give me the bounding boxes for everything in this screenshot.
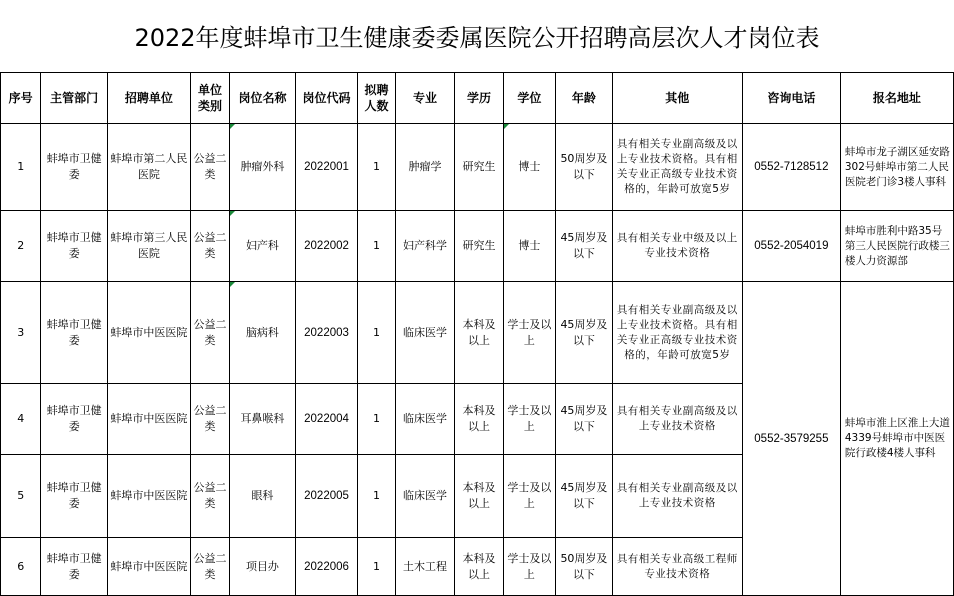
cell-post-code: 2022006: [295, 538, 358, 596]
cell-address-merged: 蚌埠市淮上区淮上大道4339号蚌埠市中医医院行政楼4楼人事科: [840, 282, 953, 596]
cell-age: 50周岁及以下: [556, 538, 613, 596]
cell-other: 具有相关专业副高级及以上专业技术资格。具有相关专业正高级专业技术资格的，年龄可放宽5岁: [612, 124, 742, 211]
cell-count: 1: [358, 455, 395, 538]
cell-dept: 蚌埠市卫健委: [41, 282, 108, 384]
header-age: 年龄: [556, 73, 613, 124]
cell-seq: 5: [1, 455, 41, 538]
cell-phone: 0552-2054019: [742, 211, 840, 282]
cell-major: 妇产科学: [395, 211, 455, 282]
cell-post-code: 2022003: [295, 282, 358, 384]
cell-major: 肿瘤学: [395, 124, 455, 211]
cell-dept: 蚌埠市卫健委: [41, 384, 108, 455]
cell-count: 1: [358, 384, 395, 455]
cell-post-code: 2022002: [295, 211, 358, 282]
cell-education: 研究生: [455, 124, 503, 211]
page-title: 2022年度蚌埠市卫生健康委委属医院公开招聘高层次人才岗位表: [134, 24, 820, 52]
table-row: [1, 282, 954, 384]
cell-post-name: 耳鼻喉科: [230, 384, 296, 455]
cell-age: 45周岁及以下: [556, 282, 613, 384]
header-post-code: 岗位代码: [295, 73, 358, 124]
cell-seq: 1: [1, 124, 41, 211]
cell-category: 公益二类: [190, 124, 229, 211]
header-major: 专业: [395, 73, 455, 124]
cell-unit: 蚌埠市中医医院: [108, 455, 191, 538]
cell-seq: 4: [1, 384, 41, 455]
cell-count: 1: [358, 124, 395, 211]
cell-age: 45周岁及以下: [556, 384, 613, 455]
cell-phone: 0552-7128512: [742, 124, 840, 211]
cell-other: 具有相关专业高级工程师专业技术资格: [612, 538, 742, 596]
cell-unit: 蚌埠市中医医院: [108, 384, 191, 455]
cell-degree: 博士: [503, 124, 555, 211]
cell-unit: 蚌埠市中医医院: [108, 282, 191, 384]
cell-seq: 2: [1, 211, 41, 282]
cell-category: 公益二类: [190, 538, 229, 596]
header-degree: 学位: [503, 73, 555, 124]
table-header-row: [1, 73, 954, 124]
cell-other: 具有相关专业中级及以上专业技术资格: [612, 211, 742, 282]
cell-age: 45周岁及以下: [556, 211, 613, 282]
cell-category: 公益二类: [190, 384, 229, 455]
cell-degree: 学士及以上: [503, 538, 555, 596]
cell-phone-merged: 0552-3579255: [742, 282, 840, 596]
header-education: 学历: [455, 73, 503, 124]
cell-major: 临床医学: [395, 282, 455, 384]
table-row: [1, 211, 954, 282]
cell-dept: 蚌埠市卫健委: [41, 211, 108, 282]
cell-major: 临床医学: [395, 455, 455, 538]
header-dept: 主管部门: [41, 73, 108, 124]
table-row: [1, 124, 954, 211]
cell-education: 本科及以上: [455, 384, 503, 455]
header-address: 报名地址: [840, 73, 953, 124]
cell-post-code: 2022005: [295, 455, 358, 538]
header-unit: 招聘单位: [108, 73, 191, 124]
header-seq: 序号: [1, 73, 41, 124]
header-count: 拟聘人数: [358, 73, 395, 124]
cell-dept: 蚌埠市卫健委: [41, 538, 108, 596]
cell-dept: 蚌埠市卫健委: [41, 455, 108, 538]
cell-unit: 蚌埠市第二人民医院: [108, 124, 191, 211]
cell-other: 具有相关专业副高级及以上专业技术资格: [612, 384, 742, 455]
cell-category: 公益二类: [190, 282, 229, 384]
cell-seq: 3: [1, 282, 41, 384]
header-phone: 咨询电话: [742, 73, 840, 124]
cell-unit: 蚌埠市第三人民医院: [108, 211, 191, 282]
cell-count: 1: [358, 538, 395, 596]
cell-post-code: 2022001: [295, 124, 358, 211]
cell-category: 公益二类: [190, 211, 229, 282]
cell-degree: 学士及以上: [503, 282, 555, 384]
cell-education: 本科及以上: [455, 538, 503, 596]
cell-major: 土木工程: [395, 538, 455, 596]
cell-post-name: 脑病科: [230, 282, 296, 384]
cell-seq: 6: [1, 538, 41, 596]
cell-unit: 蚌埠市中医医院: [108, 538, 191, 596]
header-other: 其他: [612, 73, 742, 124]
cell-count: 1: [358, 211, 395, 282]
cell-post-name: 肿瘤外科: [230, 124, 296, 211]
cell-count: 1: [358, 282, 395, 384]
cell-major: 临床医学: [395, 384, 455, 455]
header-post-name: 岗位名称: [230, 73, 296, 124]
cell-other: 具有相关专业副高级及以上专业技术资格。具有相关专业正高级专业技术资格的，年龄可放宽5岁: [612, 282, 742, 384]
cell-post-code: 2022004: [295, 384, 358, 455]
cell-age: 50周岁及以下: [556, 124, 613, 211]
cell-age: 45周岁及以下: [556, 455, 613, 538]
cell-address: 蚌埠市胜利中路35号第三人民医院行政楼三楼人力资源部: [840, 211, 953, 282]
cell-post-name: 妇产科: [230, 211, 296, 282]
cell-other: 具有相关专业副高级及以上专业技术资格: [612, 455, 742, 538]
cell-post-name: 项目办: [230, 538, 296, 596]
cell-post-name: 眼科: [230, 455, 296, 538]
cell-degree: 博士: [503, 211, 555, 282]
positions-table: [0, 72, 954, 596]
cell-category: 公益二类: [190, 455, 229, 538]
cell-education: 本科及以上: [455, 455, 503, 538]
cell-education: 本科及以上: [455, 282, 503, 384]
header-category: 单位类别: [190, 73, 229, 124]
cell-degree: 学士及以上: [503, 384, 555, 455]
cell-degree: 学士及以上: [503, 455, 555, 538]
cell-education: 研究生: [455, 211, 503, 282]
cell-address: 蚌埠市龙子湖区延安路302号蚌埠市第二人民医院老门诊3楼人事科: [840, 124, 953, 211]
cell-dept: 蚌埠市卫健委: [41, 124, 108, 211]
